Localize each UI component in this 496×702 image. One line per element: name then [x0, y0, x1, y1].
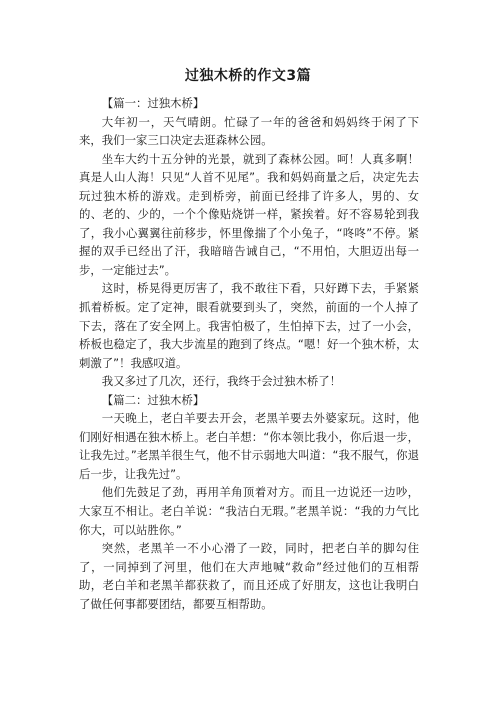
- paragraph: 坐车大约十五分钟的光景，就到了森林公园。呵！人真多啊！真是人山人海！只见“人首不见尾”。我和妈妈商量之后，决定先去玩过独木桥的游戏。走到桥旁，前面已经排了许多人，男的、女的、老的、少的，一个个像贴烧饼一样，紧挨着。好不容易轮到我了，我小心翼翼往前移步，怀里像揣了个小兔子，“咚咚”不停。紧握的双手已经出了汗，我暗暗告诫自己，“不用怕，大胆迈出每一步，一定能过去”。: [79, 151, 419, 277]
- paragraph: 我又多过了几次，还行，我终于会过独木桥了！: [101, 374, 342, 389]
- page-title: 过独木桥的作文3篇: [184, 68, 312, 84]
- section-heading: 【篇一：过独木桥】: [101, 96, 205, 110]
- paragraph: 大年初一，天气晴朗。忙碌了一年的爸爸和妈妈终于闲了下来，我们一家三口决定去逛森林公园。: [79, 114, 419, 148]
- article-body: [79, 94, 419, 613]
- paragraph: 突然，老黑羊一不小心滑了一跤，同时，把老白羊的脚勾住了，一同掉到了河里，他们在大声地喊“救命”经过他们的互相帮助，老白羊和老黑羊都获救了，而且还成了好朋友，这也让我明白了做任何事都要团结，都要互相帮助。: [79, 541, 419, 611]
- paragraph: 一天晚上，老白羊要去开会，老黑羊要去外婆家玩。这时，他们刚好相遇在独木桥上。老白羊想：“你本领比我小，你后退一步，让我先过。”老黑羊很生气，他不甘示弱地大叫道：“我不服气，你退后一步，让我先过”。: [79, 411, 419, 481]
- section-heading: 【篇二：过独木桥】: [101, 392, 205, 407]
- paragraph: 这时，桥晃得更厉害了，我不敢往下看，只好蹲下去，手紧紧抓着桥板。定了定神，眼看就要到头了，突然，前面的一个人掉了下去，落在了安全网上。我害怕极了，生怕掉下去，过了一小会，桥板也稳定了，我大步流星的跑到了终点。“嗯！好一个独木桥，太刺激了”！我感叹道。: [79, 281, 419, 370]
- paragraph: 他们先鼓足了劲，再用羊角顶着对方。而且一边说还一边吵，大家互不相让。老白羊说：“我洁白无瑕。”老黑羊说：“我的力气比你大，可以站胜你。”: [79, 485, 419, 537]
